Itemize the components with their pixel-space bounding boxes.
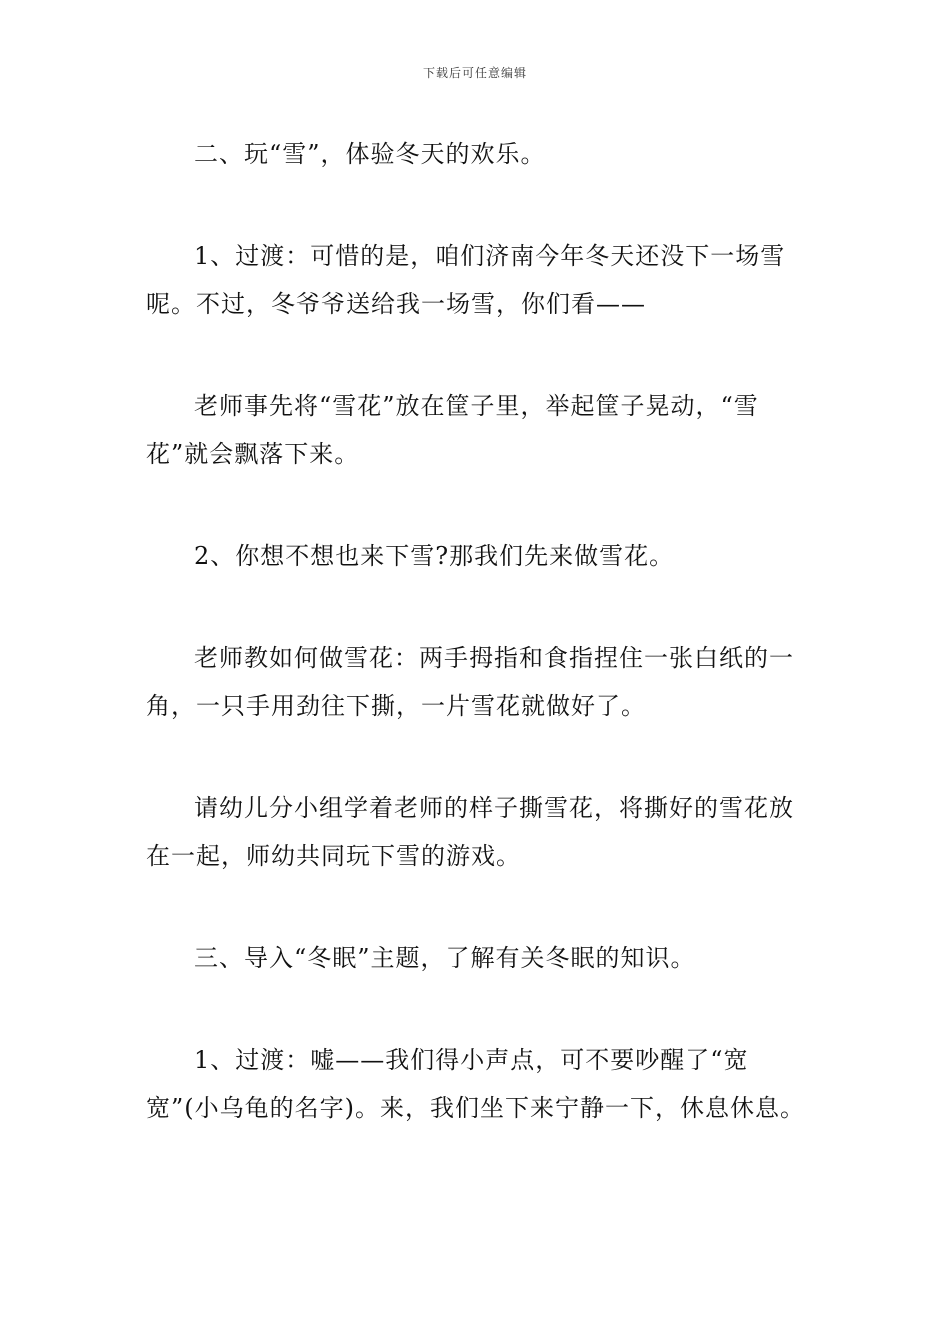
paragraph: 请幼儿分小组学着老师的样子撕雪花，将撕好的雪花放在一起，师幼共同玩下雪的游戏。 [146,794,794,870]
paragraph: 老师教如何做雪花：两手拇指和食指捏住一张白纸的一角，一只手用劲往下撕，一片雪花就做好了。 [146,644,794,720]
document-body [146,130,811,1186]
paragraph: 1、过渡：可惜的是，咱们济南今年冬天还没下一场雪呢。不过，冬爷爷送给我一场雪，你们看—— [146,242,786,318]
paragraph: 2、你想不想也来下雪?那我们先来做雪花。 [194,542,675,570]
paragraph: 老师事先将“雪花”放在筐子里，举起筐子晃动，“雪花”就会飘落下来。 [146,392,759,468]
section-heading-2: 二、玩“雪”，体验冬天的欢乐。 [194,140,546,168]
paragraph: 1、过渡：嘘——我们得小声点，可不要吵醒了“宽宽”(小乌龟的名字)。来，我们坐下来宁静一下，休息休息。 [146,1046,805,1122]
section-heading-3: 三、导入“冬眠”主题，了解有关冬眠的知识。 [194,944,696,972]
page-header: 下载后可任意编辑 [422,66,527,80]
